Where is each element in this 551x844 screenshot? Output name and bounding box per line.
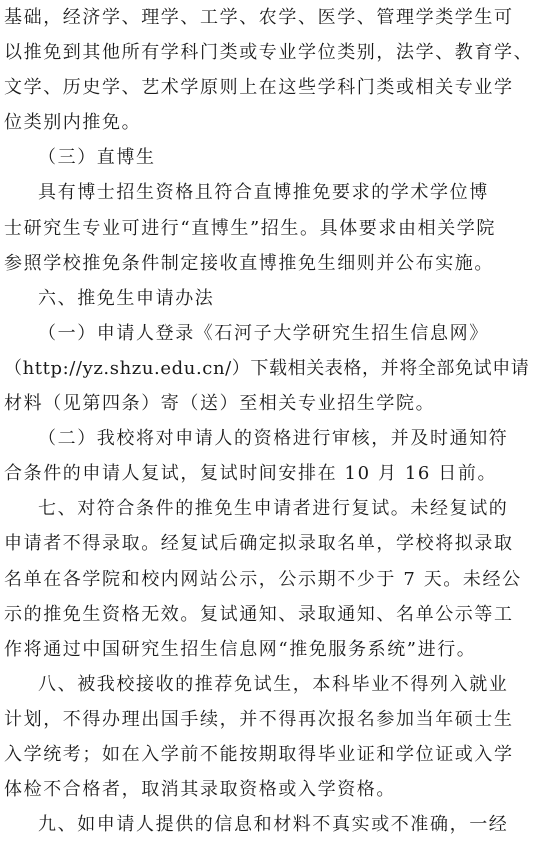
text-line: 示的推免生资格无效。复试通知、录取通知、名单公示等工 [4,603,514,625]
text-line: 合条件的申请人复试，复试时间安排在 10 月 16 日前。 [4,463,498,485]
text-line: 计划，不得办理出国手续，并不得再次报名参加当年硕士生 [4,708,514,730]
section-heading: 八、被我校接收的推荐免试生，本科毕业不得列入就业 [38,673,509,695]
text-line: 名单在各学院和校内网站公示，公示期不少于 7 天。未经公 [4,568,522,590]
text-line: 士研究生专业可进行“直博生”招生。具体要求由相关学院 [4,217,497,239]
text-line: 入学统考；如在入学前不能按期取得毕业证和学位证或入学 [4,743,514,765]
section-heading: 九、如申请人提供的信息和材料不真实或不准确，一经 [38,814,509,836]
section-heading: （三）直博生 [38,147,156,169]
text-line: 材料（见第四条）寄（送）至相关专业招生学院。 [4,393,436,415]
text-line: 申请者不得录取。经复试后确定拟录取名单，学校将拟录取 [4,533,514,555]
text-line: 位类别内推免。 [4,112,142,134]
url-line: （http://yz.shzu.edu.cn/）下载相关表格，并将全部免试申请 [4,357,530,379]
section-heading: 六、推免生申请办法 [38,287,215,309]
text-line: （二）我校将对申请人的资格进行审核，并及时通知符 [38,428,509,450]
text-line: 作将通过中国研究生招生信息网“推免服务系统”进行。 [4,638,477,660]
section-heading: 七、对符合条件的推免生申请者进行复试。未经复试的 [38,498,509,520]
text-line: 文学、历史学、艺术学原则上在这些学科门类或相关专业学 [4,77,514,99]
text-line: （一）申请人登录《石河子大学研究生招生信息网》 [38,322,489,344]
text-line: 体检不合格者，取消其录取资格或入学资格。 [4,779,396,801]
text-line: 基础，经济学、理学、工学、农学、医学、管理学类学生可 [4,7,514,28]
text-line: 具有博士招生资格且符合直博推免要求的学术学位博 [38,182,489,204]
text-line: 参照学校推免条件制定接收直博推免生细则并公布实施。 [4,252,494,274]
text-line: 以推免到其他所有学科门类或专业学位类别，法学、教育学、 [4,42,534,64]
